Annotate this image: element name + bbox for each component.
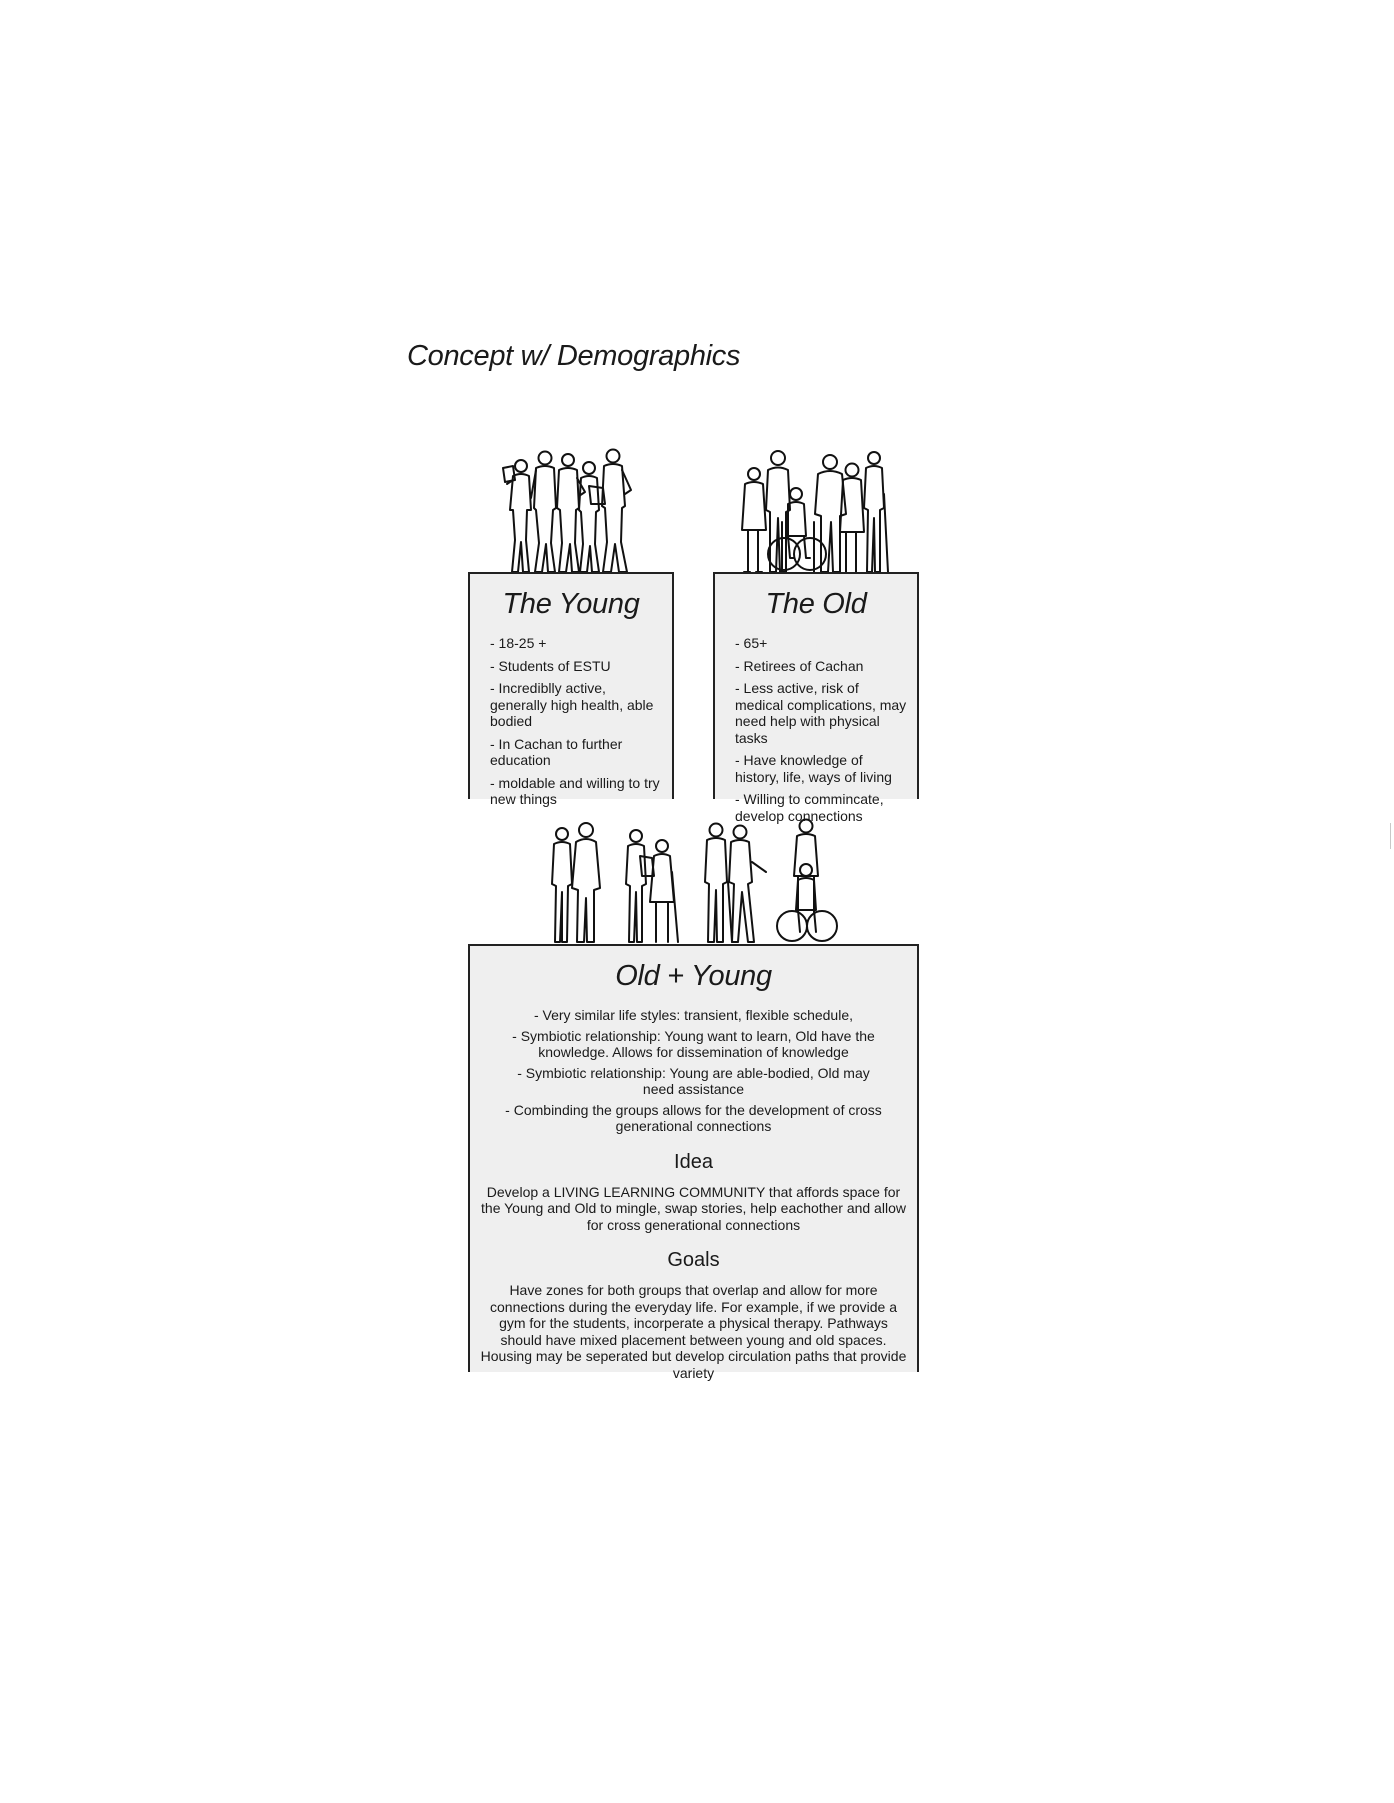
edge-mark xyxy=(1390,823,1391,849)
page-title: Concept w/ Demographics xyxy=(407,340,741,372)
list-item: - Students of ESTU xyxy=(490,657,611,674)
idea-text: Develop a LIVING LEARNING COMMUNITY that affords space for the Young and Old to mingle, swap stories, help eachother and allow for cross generational connections xyxy=(481,1183,906,1233)
combined-group-panel xyxy=(468,944,919,1381)
list-item: - Less active, risk of medical complications, may need help with physical tasks xyxy=(735,680,907,746)
goals-heading: Goals xyxy=(667,1249,720,1271)
young-group-panel xyxy=(468,572,674,807)
idea-heading: Idea xyxy=(674,1150,713,1173)
old-group-panel xyxy=(713,572,919,824)
list-item: - Symbiotic relationship: Young are able-bodied, Old may need assistance xyxy=(517,1064,870,1097)
list-item: - moldable and willing to try new things xyxy=(490,774,660,807)
elderly-people-group-illustration xyxy=(730,448,890,574)
combined-traits-list xyxy=(470,1007,917,1135)
young-people-group-illustration xyxy=(493,448,638,574)
list-item: - Retirees of Cachan xyxy=(735,657,864,674)
goals-text: Have zones for both groups that overlap and allow for more connections during the everyday life. For example, if we provide a gym for the students, incorperate a physical therapy. Pathways should have mixed placement between young and old spaces. Housing may be seperated but develop circulation paths that provide variety xyxy=(480,1282,907,1381)
mixed-generations-group-illustration xyxy=(540,822,840,944)
combined-title: Old + Young xyxy=(615,960,772,992)
young-title: The Young xyxy=(502,588,640,620)
young-traits-list xyxy=(470,635,672,808)
list-item: - Have knowledge of history, life, ways of living xyxy=(735,752,892,785)
list-item: - Willing to commincate, develop connections xyxy=(735,791,884,824)
list-item: - In Cachan to further education xyxy=(490,735,623,768)
list-item: - 18-25 + xyxy=(490,635,547,651)
list-item: - Combinding the groups allows for the development of cross generational connections xyxy=(505,1101,882,1134)
list-item: - Incrediblly active, generally high health, able bodied xyxy=(490,680,654,729)
old-traits-list xyxy=(715,635,917,824)
list-item: - Very similar life styles: transient, flexible schedule, xyxy=(533,1007,853,1023)
old-title: The Old xyxy=(765,588,867,620)
list-item: - 65+ xyxy=(735,635,768,651)
list-item: - Symbiotic relationship: Young want to learn, Old have the knowledge. Allows for dissemination of knowledge xyxy=(512,1027,875,1060)
